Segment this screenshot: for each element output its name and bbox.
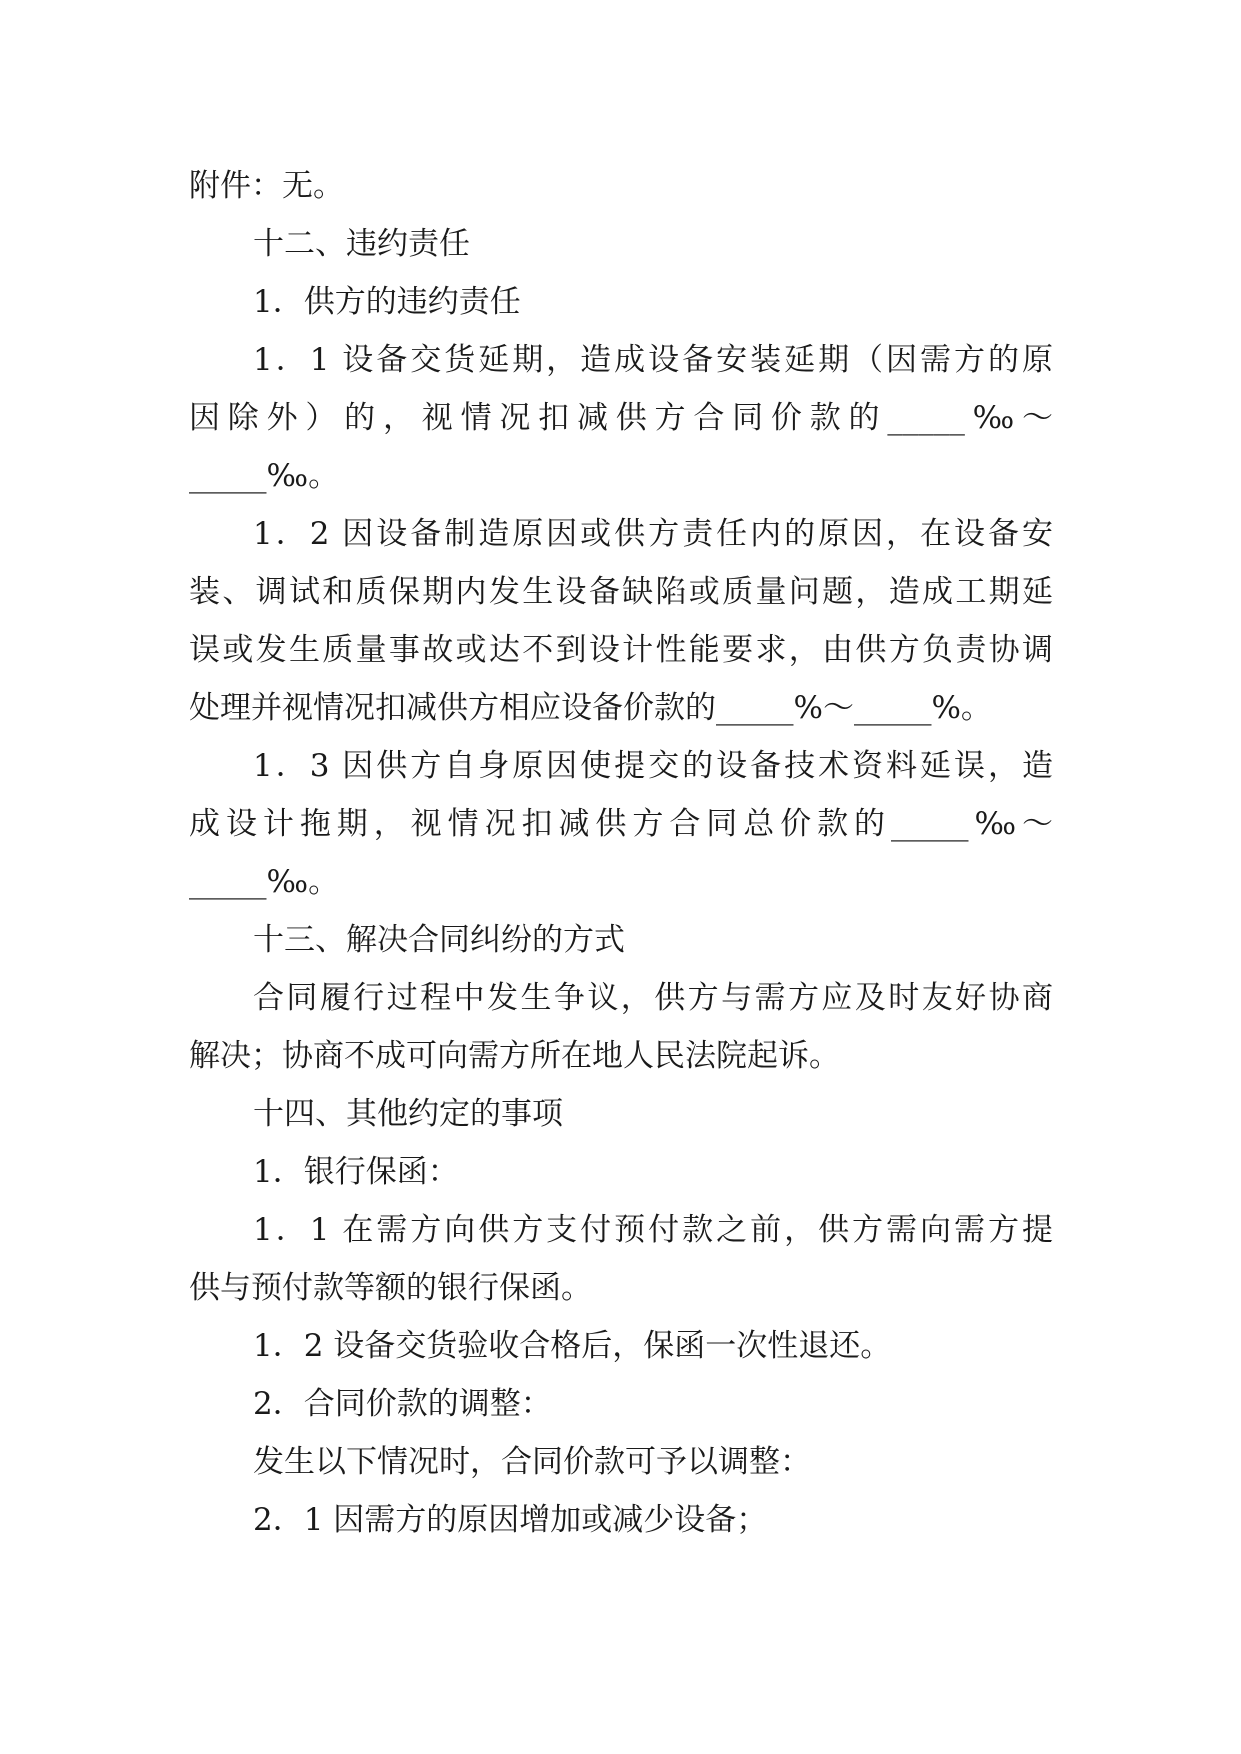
paragraph-line: 处理并视情况扣减供方相应设备价款的_____%～_____%。 bbox=[189, 690, 992, 726]
paragraph-line: 合同履行过程中发生争议，供方与需方应及时友好协商 bbox=[253, 980, 1053, 1016]
paragraph-line: 1．1 在需方向供方支付预付款之前，供方需向需方提 bbox=[253, 1212, 1053, 1248]
paragraph-line: 成设计拖期，视情况扣减供方合同总价款的_____‰～ bbox=[189, 806, 1053, 842]
paragraph-line: 1．3 因供方自身原因使提交的设备技术资料延误，造 bbox=[253, 748, 1053, 784]
paragraph-line: 因除外）的，视情况扣减供方合同价款的_____‰～ bbox=[189, 400, 1053, 436]
paragraph-line: 1．2 设备交货验收合格后，保函一次性退还。 bbox=[253, 1328, 892, 1364]
paragraph-line: 解决；协商不成可向需方所在地人民法院起诉。 bbox=[189, 1038, 840, 1074]
subsection-heading-1: 1．银行保函： bbox=[253, 1154, 459, 1190]
section-heading-12: 十二、违约责任 bbox=[253, 226, 470, 262]
section-heading-13: 十三、解决合同纠纷的方式 bbox=[253, 922, 625, 958]
paragraph-line: 供与预付款等额的银行保函。 bbox=[189, 1270, 592, 1306]
document-page bbox=[189, 157, 1053, 1549]
paragraph-line: 装、调试和质保期内发生设备缺陷或质量问题，造成工期延 bbox=[189, 574, 1053, 610]
paragraph-line: 1．2 因设备制造原因或供方责任内的原因，在设备安 bbox=[253, 516, 1053, 552]
paragraph-line: _____‰。 bbox=[189, 864, 340, 900]
paragraph-line: 1．1 设备交货延期，造成设备安装延期（因需方的原 bbox=[253, 342, 1053, 378]
paragraph-line: 发生以下情况时，合同价款可予以调整： bbox=[253, 1444, 811, 1480]
section-heading-14: 十四、其他约定的事项 bbox=[253, 1096, 563, 1132]
attachment-line: 附件：无。 bbox=[189, 168, 344, 204]
subsection-heading-1: 1．供方的违约责任 bbox=[253, 284, 521, 320]
paragraph-line: _____‰。 bbox=[189, 458, 340, 494]
paragraph-line: 2．1 因需方的原因增加或减少设备； bbox=[253, 1502, 768, 1538]
subsection-heading-2: 2．合同价款的调整： bbox=[253, 1386, 552, 1422]
paragraph-line: 误或发生质量事故或达不到设计性能要求，由供方负责协调 bbox=[189, 632, 1053, 668]
